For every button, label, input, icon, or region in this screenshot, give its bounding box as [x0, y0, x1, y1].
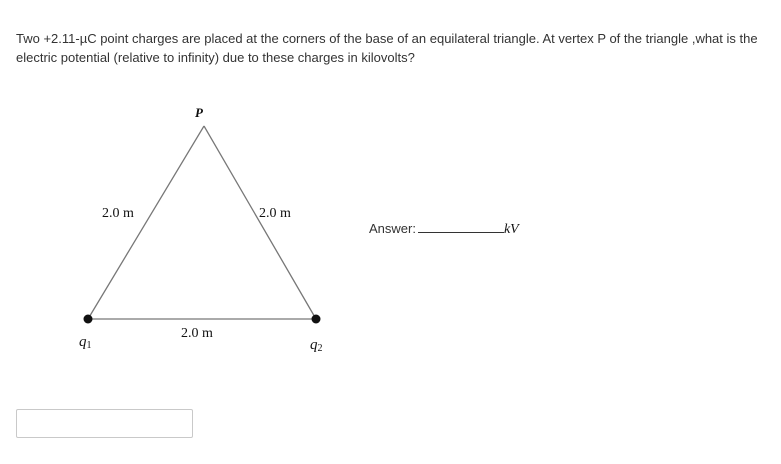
answer-line: [369, 220, 519, 238]
answer-label: Answer:: [369, 221, 416, 236]
charge-q1-letter: q: [79, 334, 87, 350]
charge-q1-label: [79, 334, 92, 351]
charge-q2-label: [310, 337, 323, 354]
answer-blank-line: [418, 220, 504, 233]
left-side-line: [88, 126, 204, 319]
right-side-length-label: 2.0 m: [259, 206, 291, 221]
triangle-sides: [88, 126, 316, 319]
vertex-p-label: P: [195, 105, 203, 120]
charge-q1-subscript: 1: [86, 340, 92, 351]
question-text: Two +2.11-µC point charges are placed at the corners of the base of an equilateral triangle. At vertex P of the triangle ,what is the electric potential (relative to infinity) due to these charges in kilovolts?: [16, 31, 758, 65]
charge-q2-letter: q: [310, 337, 318, 353]
charge-q2-dot: [312, 315, 321, 324]
answer-unit: kV: [503, 222, 519, 237]
base-length-label: 2.0 m: [181, 326, 213, 341]
right-side-line: [204, 126, 316, 319]
answer-input[interactable]: [16, 409, 193, 438]
charge-q2-subscript: 2: [317, 343, 323, 354]
left-side-length-label: 2.0 m: [102, 206, 134, 221]
charge-q1-dot: [84, 315, 93, 324]
